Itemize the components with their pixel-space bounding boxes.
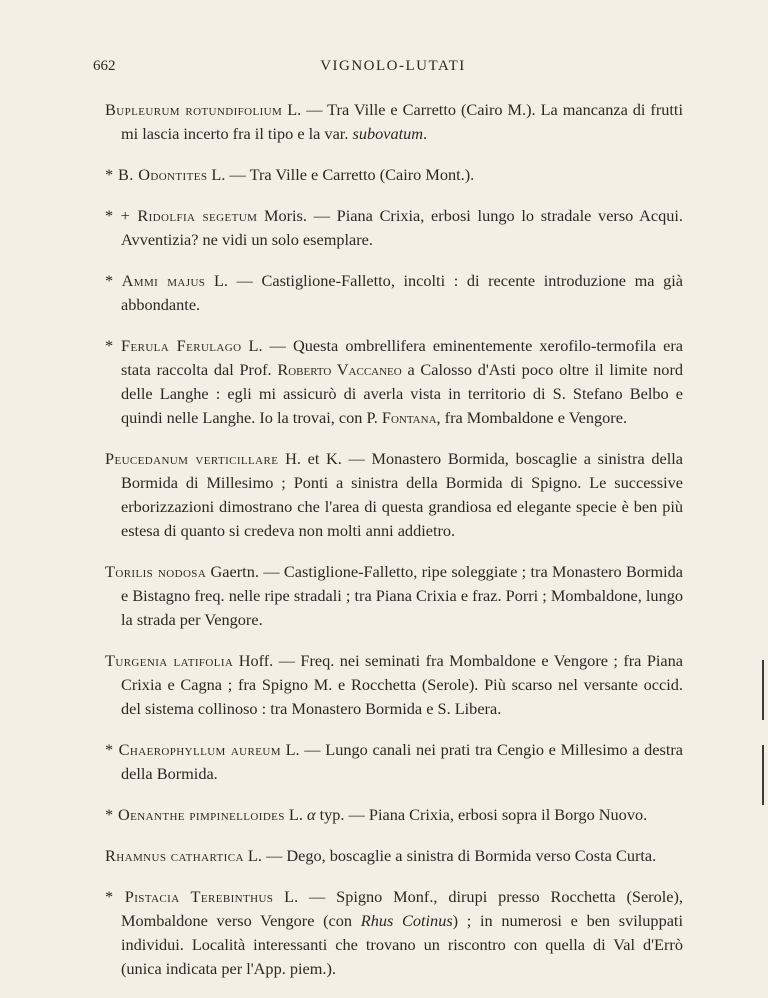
person-name: Fontana bbox=[381, 408, 437, 427]
species-entry bbox=[105, 885, 683, 981]
entry-text: typ. — Piana Crixia, erbosi sopra il Borgo Nuovo. bbox=[319, 805, 648, 824]
entry-text: — Castiglione-Falletto, ripe soleggiate ; tra Monastero Bormida e Bistagno freq. nelle ripe stradali ; tra Piana Crixia e fraz. Porri ; Mombaldone, lungo la strada per Vengore. bbox=[121, 562, 684, 629]
taxon-name: * Ammi majus bbox=[105, 271, 206, 290]
scan-edge-mark bbox=[762, 660, 764, 720]
taxon-name: * Pistacia Terebinthus bbox=[105, 887, 274, 906]
species-entry: Bupleurum rotundifolium L. — Tra Ville e Carretto (Cairo M.). La mancanza di frutti mi lascia incerto fra il tipo e la var. subovatum. bbox=[105, 100, 683, 143]
taxon-name: * Ferula Ferulago bbox=[105, 336, 242, 355]
species-entry bbox=[105, 738, 683, 786]
taxon-authority: L. bbox=[285, 740, 300, 759]
page-number: 662 bbox=[93, 58, 116, 74]
species-entry bbox=[105, 204, 683, 252]
taxon-authority: L. bbox=[247, 846, 262, 865]
entry-text: — Freq. nei seminati fra Mombaldone e Vengore ; fra Piana Crixia e Cagna ; fra Spigno M. e Rocchetta (Serole). Più scarso nel versante occid. del sistema collinoso : tra Monastero Bormida e S. Libera. bbox=[121, 651, 683, 718]
entry-text: — Castiglione-Falletto, incolti : di recente introduzione ma già abbondante. bbox=[121, 271, 684, 314]
variety-name: subovatum bbox=[352, 124, 424, 143]
taxon-authority: L. bbox=[248, 336, 263, 355]
entry-text: , fra Mombaldone e Vengore. bbox=[436, 408, 628, 427]
taxon-authority: L. bbox=[287, 100, 302, 119]
running-title: VIGNOLO-LUTATI bbox=[320, 58, 466, 74]
entry-text: — Tra Ville e Carretto (Cairo Mont.). bbox=[229, 165, 475, 184]
taxon-name: Turgenia latifolia bbox=[105, 651, 234, 670]
species-entry bbox=[105, 163, 683, 187]
taxon-name: Rhamnus cathartica bbox=[105, 846, 244, 865]
scan-edge-mark bbox=[762, 745, 764, 805]
taxon-name: * B. Odontites bbox=[105, 165, 208, 184]
species-entry bbox=[105, 447, 683, 543]
taxon-authority: Gaertn. bbox=[210, 562, 259, 581]
species-entry bbox=[105, 649, 683, 721]
entry-text: a Calosso d'Asti poco oltre il limite nord delle Langhe : egli mi assicurò di averla vista in territorio di S. Stefano Belbo e quindi nelle Langhe. Io la trovai, con P. bbox=[121, 360, 684, 427]
entry-text: — Lungo canali nei prati tra Cengio e Millesimo a destra della Bormida. bbox=[121, 740, 683, 783]
species-entry bbox=[105, 844, 683, 868]
entry-text: — Questa ombrellifera eminentemente xerofilo-termofila era stata raccolta dal Prof. bbox=[121, 336, 684, 379]
taxon-name: Peucedanum verticillare bbox=[105, 449, 279, 468]
taxon-authority: Hoff. bbox=[238, 651, 274, 670]
species-entry bbox=[105, 334, 683, 430]
taxon-name: Torilis nodosa bbox=[105, 562, 207, 581]
taxon-name: * Oenanthe pimpinelloides bbox=[105, 805, 285, 824]
taxon-name: Bupleurum rotundifolium bbox=[105, 100, 283, 119]
species-citation: Rhus Cotinus bbox=[360, 911, 453, 930]
species-entry bbox=[105, 560, 683, 632]
entry-text: — Tra Ville e Carretto (Cairo M.). La mancanza di frutti mi lascia incerto fra il tipo e la var. bbox=[121, 100, 683, 143]
entry-text: — Spigno Monf., dirupi presso Rocchetta (Serole), Mombaldone verso Vengore (con bbox=[121, 887, 683, 930]
taxon-name: * Chaerophyllum aureum bbox=[105, 740, 281, 759]
taxon-authority: L. bbox=[288, 805, 303, 824]
greek-letter: α bbox=[306, 805, 316, 824]
species-entry bbox=[105, 803, 683, 827]
taxon-authority: L. bbox=[211, 165, 226, 184]
entry-text: — Piana Crixia, erbosi lungo lo stradale verso Acqui. Avventizia? ne vidi un solo esemplare. bbox=[121, 206, 683, 249]
taxon-authority: Moris. bbox=[263, 206, 307, 225]
species-list bbox=[105, 98, 683, 998]
entry-text: — Monastero Bormida, boscaglie a sinistra della Bormida di Millesimo ; Ponti a sinistra della Bormida di Spigno. Le successive erborizzazioni dimostrano che l'area di questa grandiosa ed elegante specie è ben più estesa di quanto si credeva non molti anni addietro. bbox=[121, 449, 684, 540]
running-head bbox=[93, 58, 693, 80]
taxon-authority: H. et K. bbox=[285, 449, 342, 468]
person-name: Roberto Vaccaneo bbox=[277, 360, 402, 379]
taxon-authority: L. bbox=[284, 887, 299, 906]
taxon-authority: L. bbox=[213, 271, 228, 290]
entry-text: ) ; in numerosi e ben sviluppati individui. Località interessanti che trovano un riscontro con quella di Val d'Errò (unica indicata per l'App. piem.). bbox=[121, 911, 683, 978]
species-entry bbox=[105, 269, 683, 317]
entry-text: — Dego, boscaglie a sinistra di Bormida verso Costa Curta. bbox=[265, 846, 657, 865]
taxon-name: * + Ridolfia segetum bbox=[105, 206, 258, 225]
